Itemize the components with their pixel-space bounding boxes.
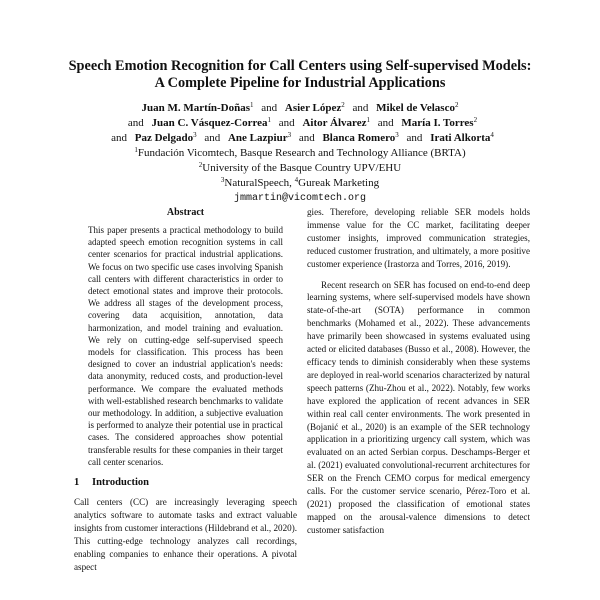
author-line-3: [40, 131, 560, 146]
author-list: [40, 101, 560, 146]
affiliation-mark: 3: [220, 176, 225, 184]
abstract-text: This paper presents a practical methodology to build adapted speech emotion recognition systems in call center scenarios for practical industrial applications. We focus on two specific use cases involving Spanish call centers with different characteristics in order to detect emotional states and improve their protocols. We address all stages of the development process, covering data acquisition, annotation, data harmonization, and model training and evaluation. We rely on cutting-edge self-supervised speech models for classification. This process has been designed to cover an industrial application's needs: data anonymity, reduced costs, and production-level performance. We compare the evaluated methods with well-established research benchmarks to validate our methodology. In addition, a subjective evaluation is performed to analyze their potential use in practical cases. The considered approaches show potential transferable results for these companies in their target call center scenarios.: [88, 225, 283, 467]
author-separator: and: [298, 132, 315, 144]
author-affiliation-mark: 1: [366, 116, 370, 124]
author-name: Blanca Romero: [322, 132, 396, 144]
contact-email[interactable]: jmmartin@vicomtech.org: [233, 193, 367, 204]
author-separator: and: [111, 132, 127, 144]
affiliation-text: Fundación Vicomtech, Basque Research and Technology Alliance (BRTA): [137, 147, 466, 159]
author-name: Juan M. Martín-Doñas: [141, 102, 251, 114]
author-name: María I. Torres: [401, 117, 474, 129]
title-line-1: Speech Emotion Recognition for Call Centers using Self-supervised Models:: [68, 58, 532, 74]
body-paragraph: gies. Therefore, developing reliable SER models holds immense value for the CC market, facilitating deeper customer insights, improved communication strategies, reduced customer frustration, and ultimately, a more positive customer experience (Irastorza and Torres, 2016, 2019).: [307, 207, 530, 269]
author-affiliation-mark: 2: [454, 101, 459, 109]
section-title: Introduction: [92, 477, 149, 489]
affiliation-text: University of the Basque Country UPV/EHU: [202, 162, 402, 174]
affiliation-mark: 4: [294, 176, 299, 184]
author-affiliation-mark: 1: [250, 101, 254, 109]
affiliation-text: NaturalSpeech,: [224, 177, 295, 189]
section-heading-introduction: [74, 476, 297, 490]
author-line-2: [40, 116, 560, 131]
affiliation-line: [40, 146, 560, 161]
author-affiliation-mark: 2: [473, 116, 478, 124]
author-affiliation-mark: 2: [341, 101, 345, 109]
section-number: 1: [74, 477, 80, 489]
affiliation-line: [40, 176, 560, 191]
author-affiliation-mark: 1: [267, 116, 272, 124]
author-affiliation-mark: 3: [395, 131, 399, 139]
author-name: Aitor Álvarez: [302, 117, 367, 129]
author-name: Mikel de Velasco: [376, 102, 455, 114]
affiliation-text: Gureak Marketing: [298, 177, 380, 189]
author-separator: and: [352, 102, 369, 114]
intro-paragraph: Call centers (CC) are increasingly leveraging speech analytics software to automate tasks and extract valuable insights from customer interactions (Hildebrand et al., 2020). This cutting-edge technology analyzes call recordings, enabling companies to enhance their operations. A pivotal aspect: [74, 497, 297, 572]
affiliation-line: [40, 161, 560, 176]
author-name: Juan C. Vásquez-Correa: [151, 117, 268, 129]
paper-title: [40, 58, 560, 92]
affiliation-mark: 1: [134, 146, 138, 154]
author-affiliation-mark: 3: [287, 131, 292, 139]
author-affiliation-mark: 3: [193, 131, 197, 139]
author-separator: and: [406, 132, 423, 144]
abstract-heading: Abstract: [166, 207, 205, 218]
author-name: Ane Lazpiur: [227, 132, 288, 144]
body-paragraph: Recent research on SER has focused on end-to-end deep learning systems, where self-supervised models have shown state-of-the-art (SOTA) performance in common benchmarks (Mohamed et al., 2022). These advancements have primarily been showcased in systems evaluated using acted or elicited databases (Busso et al., 2008). However, the efficacy tends to diminish considerably when these systems are deployed in real-world scenarios characterized by natural speech patterns (Zhu-Zhou et al., 2022). Notably, few works have explored the application of recent advances in SER within real call center environments. The work presented in (Bojanić et al., 2020) is an example of the SER technology application in a prioritizing urgency call system, which was evaluated on an acted Serbian corpus. Deschamps-Berger et al. (2021) evaluated convolutional-recurrent architectures for SER on the French CEMO corpus for medical emergency calls. For the customer service scenario, Pérez-Toro et al. (2021) proposed the classification of emotional states mapped on the arousal-valence dimensions to detect customer satisfaction: [307, 279, 530, 535]
author-name: Asier López: [284, 102, 342, 114]
left-column: [74, 206, 297, 574]
author-affiliation-mark: 4: [490, 131, 494, 139]
author-name: Paz Delgado: [134, 132, 194, 144]
affiliation-list: [40, 146, 560, 191]
author-line-1: [40, 101, 560, 116]
author-separator: and: [204, 132, 221, 144]
right-column: [307, 206, 530, 537]
author-separator: and: [377, 117, 394, 129]
author-separator: and: [278, 117, 295, 129]
author-name: Irati Alkorta: [430, 132, 491, 144]
author-separator: and: [261, 102, 278, 114]
affiliation-mark: 2: [198, 161, 203, 169]
author-separator: and: [127, 117, 144, 129]
paper-header: [40, 58, 560, 206]
title-line-2: A Complete Pipeline for Industrial Applications: [154, 75, 446, 91]
